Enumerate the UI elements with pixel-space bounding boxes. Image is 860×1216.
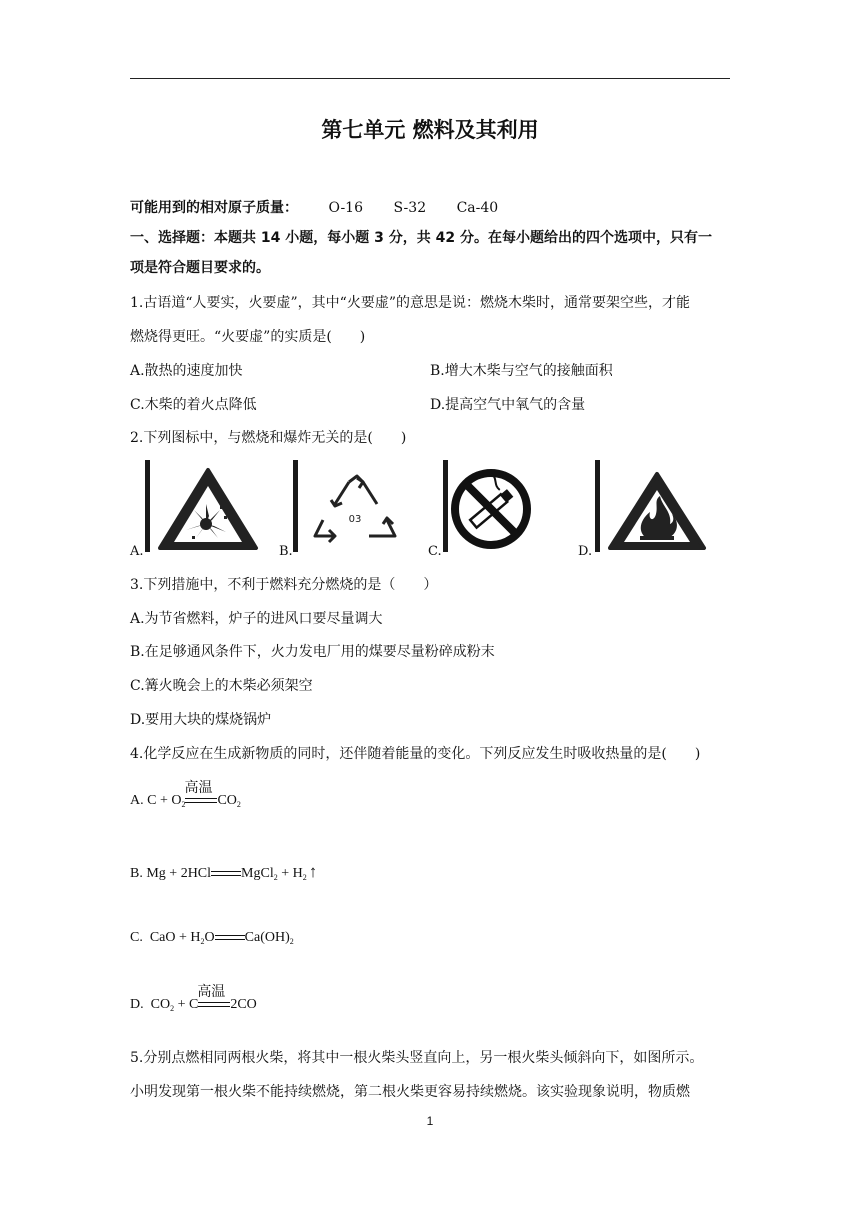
q3-option-d: D.要用大块的煤烧锅炉 [130, 712, 272, 728]
atomic-mass-line [130, 197, 498, 217]
gas-arrow-icon: ↑ [308, 862, 318, 881]
q4-label-d: D. [130, 997, 144, 1012]
header-rule [130, 78, 730, 79]
q4-option-a: A. $C + O_2$ 高温 $CO_2$ [130, 793, 241, 809]
q4-option-d: D. $CO_2 + C$ 高温 2CO [130, 997, 257, 1013]
q5-stem-1: 5.分别点燃相同两根火柴，将其中一根火柴头竖直向上，另一根火柴头倾斜向下，如图所示。 [130, 1050, 704, 1066]
recycle-code: 03 [348, 514, 362, 525]
q5-stem-2: 小明发现第一根火柴不能持续燃烧，第二根火柴更容易持续燃烧。该实验现象说明，物质燃 [130, 1084, 690, 1100]
q4-label-c: C. [130, 930, 143, 945]
q3-option-a: A.为节省燃料，炉子的进风口要尽量调大 [130, 611, 383, 627]
q3-option-b: B.在足够通风条件下，火力发电厂用的煤要尽量粉碎成粉末 [130, 644, 495, 660]
sign-d-label: D. [578, 544, 593, 559]
mass-s: S-32 [393, 200, 427, 216]
sign-b-label: B. [279, 544, 293, 559]
q4-option-c: C. CaO + $H_2O$ $Ca(OH)_2$ [130, 930, 294, 946]
mass-o: O-16 [328, 200, 363, 216]
recycling-icon [305, 472, 405, 552]
q1-option-c: C.木柴的着火点降低 [130, 397, 257, 413]
q4-label-b: B. [130, 866, 143, 881]
condition-mark [184, 779, 217, 806]
explosive-warning-icon [156, 466, 260, 552]
q4-label-a: A. [130, 793, 144, 808]
q3-stem: 3.下列措施中，不利于燃料充分燃烧的是（ ） [130, 577, 438, 593]
q2-signs [130, 460, 730, 560]
condition-label: 高温 [184, 779, 213, 796]
flammable-warning-icon [606, 470, 708, 552]
q1-option-b: B.增大木柴与空气的接触面积 [430, 363, 613, 379]
q1-stem-1: 1.古语道“人要实，火要虚”，其中“火要虚”的意思是说：燃烧木柴时，通常要架空些，才能 [130, 295, 690, 311]
atomic-mass-label: 可能用到的相对原子质量： [130, 200, 298, 216]
section-heading-1: 一、选择题：本题共 14 小题，每小题 3 分，共 42 分。在每小题给出的四个选项中，只有一 [130, 230, 712, 246]
page-title: 第七单元 燃料及其利用 [321, 118, 539, 142]
sign-a-label: A. [130, 544, 144, 559]
q2-stem: 2.下列图标中，与燃烧和爆炸无关的是( ) [130, 430, 407, 446]
q1-option-a: A.散热的速度加快 [130, 363, 243, 379]
mass-ca: Ca-40 [456, 200, 499, 216]
q4-option-b: B. Mg + 2HCl MgCl$_2$ + $H_2$ ↑ [130, 862, 318, 882]
q1-stem-2: 燃烧得更旺。“火要虚”的实质是( ) [130, 329, 366, 345]
sign-c-label: C. [428, 544, 442, 559]
condition-label-d: 高温 [197, 983, 226, 1000]
q3-option-c: C.篝火晚会上的木柴必须架空 [130, 678, 313, 694]
page-number: 1 [426, 1114, 434, 1128]
q1-option-d: D.提高空气中氧气的含量 [430, 397, 586, 413]
condition-mark-d [197, 983, 230, 1010]
q4-stem: 4.化学反应在生成新物质的同时，还伴随着能量的变化。下列反应发生时吸收热量的是( ) [130, 746, 701, 762]
section-heading-2: 项是符合题目要求的。 [130, 260, 270, 276]
no-smoking-icon [450, 468, 532, 550]
